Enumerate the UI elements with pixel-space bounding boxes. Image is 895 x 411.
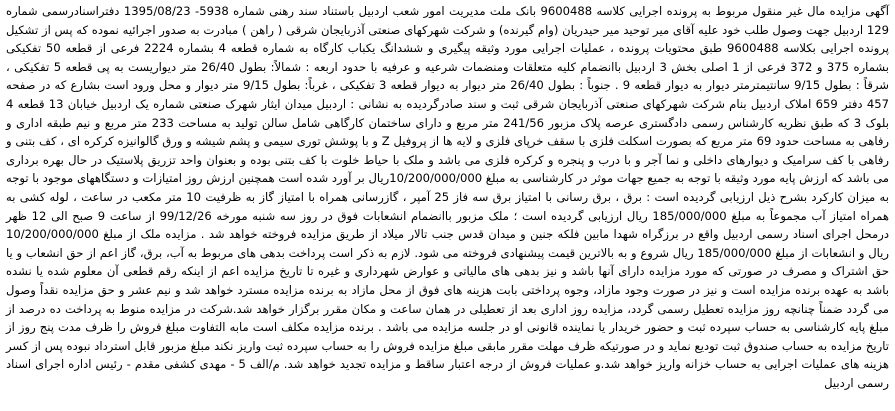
auction-notice-text: آگهی مزایده مال غیر منقول مربوط به پرونده اجرایی کلاسه 9600488 بانک ملت مدیریت امور شعب اردبیل باستناد سند رهنی شماره 5938- 1395/08/23 دفتراسنادرسمی شماره 129 اردبیل جهت وصول طلب خود علیه آقای میر توحید میر حیدریان (وام گیرنده) و شرکت شهرکهای صنعتی آذربایجان شرقی ( راهن ) مبادرت به صدور اجرائیه نموده که پس از تشکیل پرونده اجرایی بکلاسه 9600488 طبق محتویات پرونده ، عملیات اجرایی مورد وثیقه پیگیری و ششدانگ یکباب کارگاه به شماره قطعه 4 بشماره 2224 فرعی از قطعه 50 تفکیکی بشماره 375 و 372 فرعی از 1 اصلی بخش 3 اردبیل باانضمام کلیه متعلقات ومنضمات شرعیه و عرفیه با حدود اربعه : شمالاً: بطول 26/40 متر دیواریست به پی قطعه 5 تفکیکی ، شرقاً : بطول 9/15 سانتیمترمتر دیوار به دیوار قطعه 9 . جنوباً : بطول 26/40 متر دیوار به دیوار قطعه 3 تفکیکی ، غرباً: بطول 9/15 متر دیوار و محل ورود است بشارع که در صفحه 457 دفتر 659 املاک اردبیل بنام شرکت شهرکهای صنعتی آذربایجان شرقی ثبت و سند صادرگردیده به نشانی : اردبیل میدان ایثار شهرک صنعتی شماره یک اردبیل خیابان 13 قطعه 4 بلوک 3 که طبق نظریه کارشناس رسمی دادگستری عرصه پلاک مزبور 241/56 متر مربع و دارای ساختمان کارگاهی شامل سالن تولید به مساحت 233 متر مربع و نیم طبقه اداری و رفاهی به مساحت حدود 69 متر مربع که بصورت اسکلت فلزی با سقف خرپای فلزی و لایه ها از پروفیل Z و با پوشش توری سیمی و پشم شیشه و ورق گالوانیزه کرکره ای ، کف بتنی و رفاهی با کف سرامیک و دیوارهای داخلی و نما آجر و با درب و پنجره و کرکره فلزی می باشد و ملک با حیاط خلوت با کف بتنی بوده و بعنوان واحد تزریق پلاستیک در حال بهره برداری می باشد که ارزش پایه مورد وثیقه با توجه به جمیع جهات موثر در کارشناسی به مبلغ 10/200/000/000ریال بر آورد شده است همچنین ارزش روز امتیازات و دستگاههای موجود با توجه به میزان کارکرد بشرح ذیل ارزیابی گردیده است : برق ، برق رسانی با امتیاز برق سه فاز 25 آمپر ، گازرسانی همراه با امتیاز گاز به ظرفیت 10 متر مکعب در ساعت ، لوله کشی به همراه امتیاز آب مجموعاً به مبلغ 185/000/000 ریال ارزیابی گردیده است ؛ ملک مزبور باانضمام انشعابات فوق در روز سه شنبه مورخه 99/12/26 از ساعت 9 صبح الی 12 ظهر درمحل اجرای اسناد رسمی اردبیل واقع در برزگراه شهدا مابین فلکه جنین و میدان قدس جنب تالار میلاد از طریق مزایده فروخته خواهد شد . مزایده ملک از مبلغ 10/200/000/000 ریال و انشعابات از مبلغ 185/000/000 ریال شروع و به بالاترین قیمت پیشنهادی فروخته می شود. لازم به ذکر است پرداخت بدهی های مربوط به آب، برق، گاز اعم از حق انشعاب و یا حق اشتراک و مصرف در صورتی که مورد مزایده دارای آنها باشد و نیز بدهی های مالیاتی و عوارض شهرداری و غیره تا تاریخ مزایده اعم از اینکه رقم قطعی آن معلوم شده یا نشده باشد به عهده برنده مزایده است و نیز در صورت وجود مازاد، وجوه پرداختی بابت هزینه های فوق از محل مازاد به برنده مزایده مسترد خواهد شد و نیم عشر و حق مزایده نقداً وصول می گردد ضمناً چنانچه روز مزایده تعطیل رسمی گردد، مزایده روز اداری بعد از تعطیلی در همان ساعت و مکان مقرر برگزار خواهد شد.شرکت در مزایده منوط به پرداخت ده درصد از مبلغ پایه کارشناسی به حساب سپرده ثبت و حضور خریدار یا نماینده قانونی او در جلسه مزایده می باشد . برنده مزایده مکلف است مابه التفاوت مبلغ فروش را ظرف مدت پنج روز از تاریخ مزایده به حساب صندوق ثبت تودیع نماید و در صورتیکه ظرف مهلت مقرر مابقی مبلغ مزایده فروش را به حساب سپرده ثبت واریز نکند مبلغ مزبور قابل استرداد نبوده پس از کسر هزینه های عملیات اجرایی به حساب خزانه واریز خواهد شد.و عملیات فروش از درجه اعتبار ساقط و مزایده تجدید خواهد شد. م/الف 5 - مهدی کشفی مقدم - رئیس اداره اجرای اسناد رسمی اردبیل xyxy=(6,4,890,390)
